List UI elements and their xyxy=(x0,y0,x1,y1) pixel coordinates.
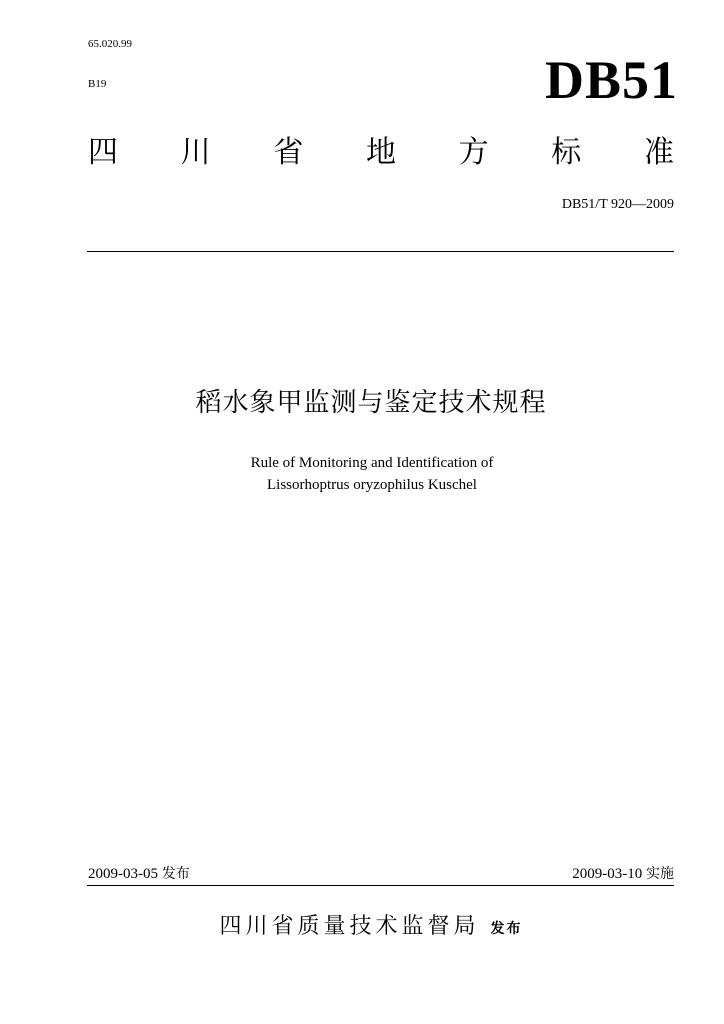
title-english xyxy=(0,452,724,496)
issue-label: 发布 xyxy=(161,866,190,882)
implement-date-block xyxy=(572,864,674,884)
standard-type-char: 地 xyxy=(365,135,396,170)
title-english-line1: Rule of Monitoring and Identification of xyxy=(250,455,494,471)
issue-date-block xyxy=(88,864,190,884)
implement-label: 实施 xyxy=(646,866,674,882)
footer-divider xyxy=(87,885,674,886)
standard-number: DB51/T 920—2009 xyxy=(561,197,674,212)
header-divider xyxy=(87,251,674,252)
implement-date: 2009-03-10 xyxy=(572,866,643,882)
ics-code: 65.020.99 xyxy=(88,38,132,50)
standard-logo: DB51 xyxy=(544,50,678,110)
issuer-block xyxy=(0,912,724,944)
standard-type-char: 标 xyxy=(551,135,582,170)
standard-type-char: 方 xyxy=(458,135,489,170)
title-english-line2: Lissorhoptrus oryzophilus Kuschel xyxy=(267,477,477,493)
standard-type-char: 省 xyxy=(273,135,304,170)
issuer-name: 四川省质量技术监督局 xyxy=(219,914,480,939)
issuer-suffix: 发布 xyxy=(490,921,523,937)
standard-type-char: 准 xyxy=(643,135,674,170)
standard-type-char: 川 xyxy=(180,135,211,170)
standard-type-char: 四 xyxy=(88,135,118,170)
ccs-code: B19 xyxy=(88,78,107,90)
issue-date: 2009-03-05 xyxy=(88,866,158,882)
title-chinese: 稻水象甲监测与鉴定技术规程 xyxy=(195,388,547,418)
standard-type-heading xyxy=(88,135,674,171)
